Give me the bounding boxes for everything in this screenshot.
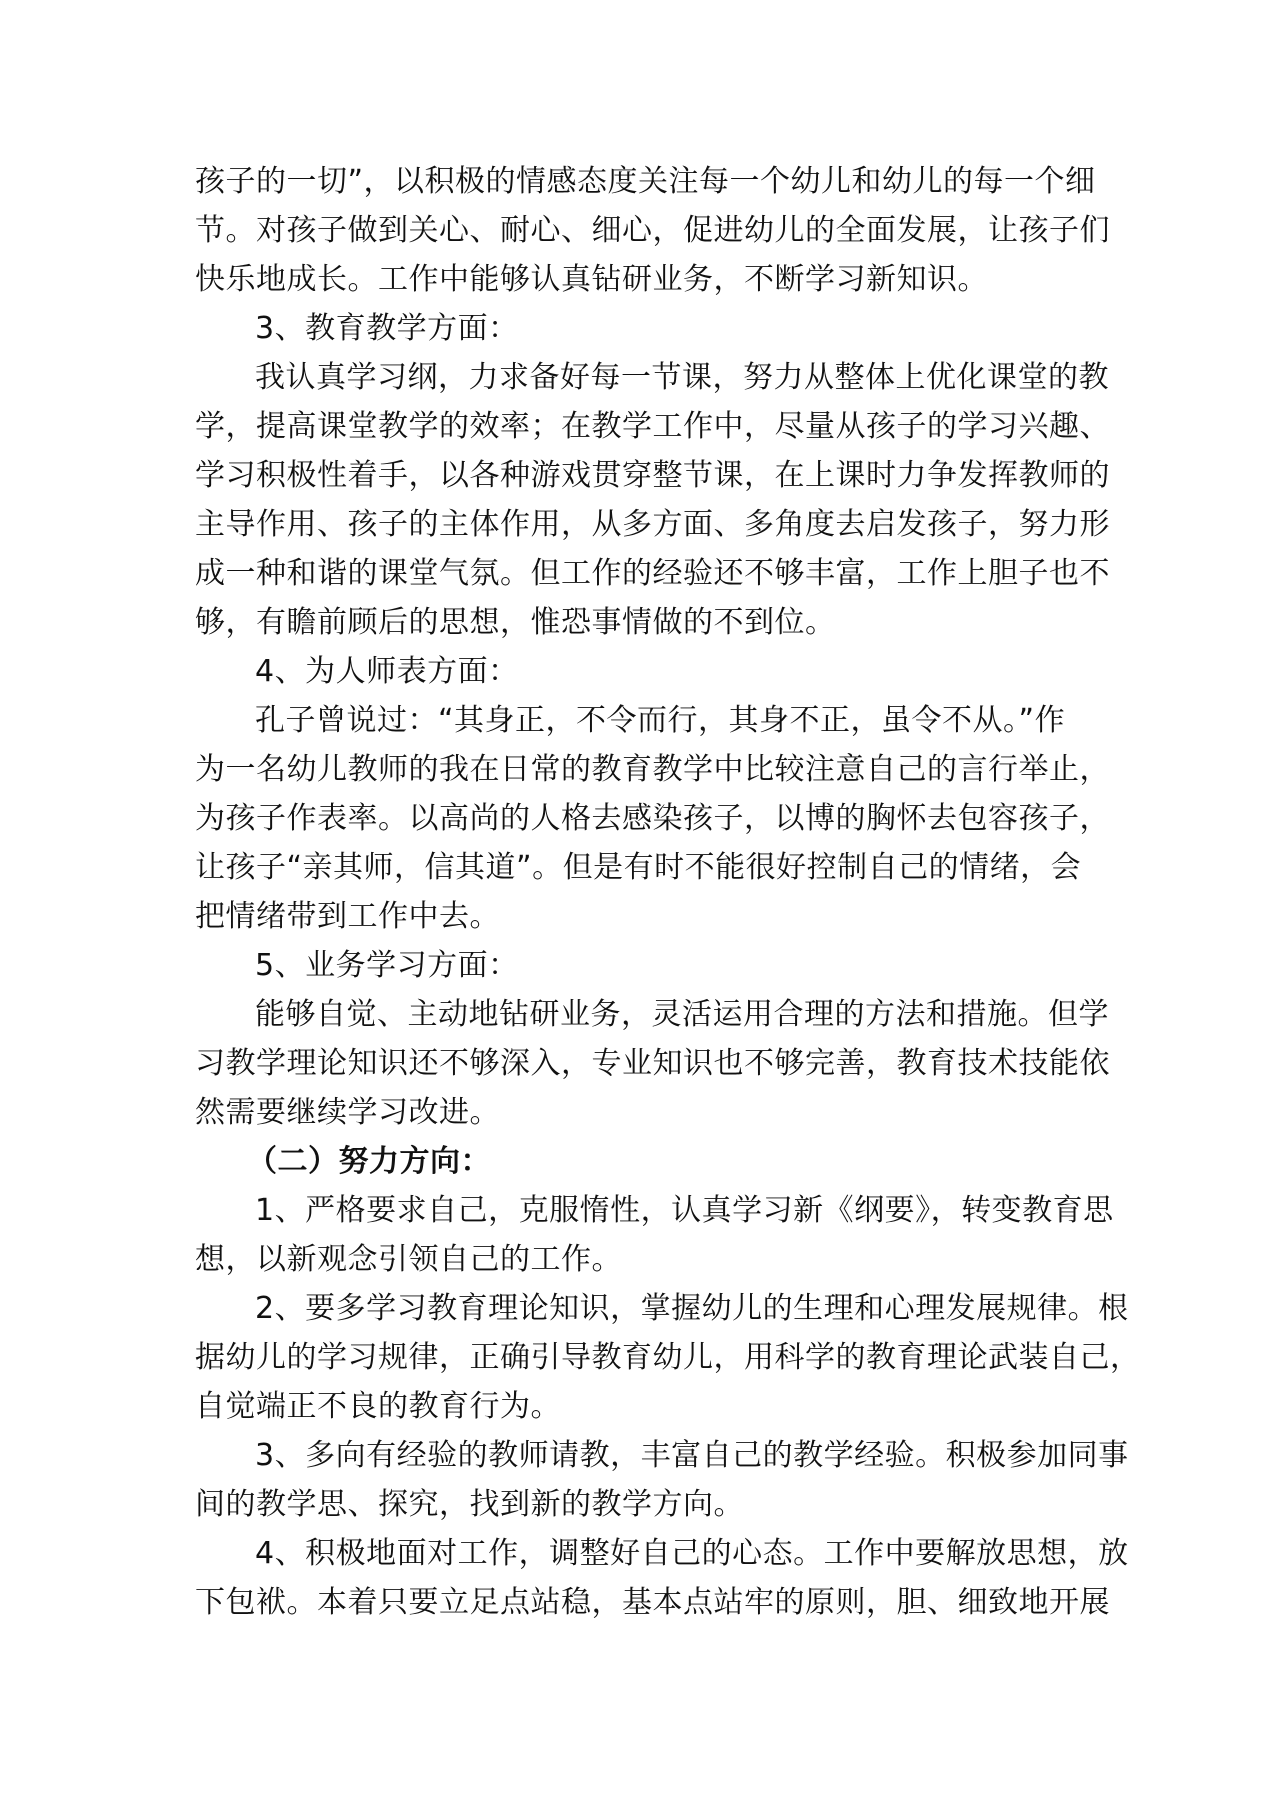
paragraph-line: 我认真学习纲，力求备好每一节课，努力从整体上优化课堂的教 [255, 360, 1109, 395]
paragraph-line: 主导作用、孩子的主体作用，从多方面、多角度去启发孩子，努力形 [195, 507, 1110, 542]
paragraph-line: 把情绪带到工作中去。 [195, 899, 500, 934]
paragraph-line: 学习积极性着手，以各种游戏贯穿整节课，在上课时力争发挥教师的 [195, 458, 1110, 493]
section-heading-study: 5、业务学习方面： [255, 948, 519, 983]
paragraph-line: 想，以新观念引领自己的工作。 [195, 1242, 622, 1277]
paragraph-line: 2、要多学习教育理论知识，掌握幼儿的生理和心理发展规律。根 [255, 1291, 1129, 1326]
section-heading-teaching: 3、教育教学方面： [255, 311, 519, 346]
paragraph-line: 能够自觉、主动地钻研业务，灵活运用合理的方法和措施。但学 [255, 997, 1109, 1032]
paragraph-line: 为一名幼儿教师的我在日常的教育教学中比较注意自己的言行举止， [195, 752, 1110, 787]
section-heading-direction: （二）努力方向： [247, 1144, 491, 1179]
paragraph-line: 间的教学思、探究，找到新的教学方向。 [195, 1487, 744, 1522]
paragraph-line: 据幼儿的学习规律，正确引导教育幼儿，用科学的教育理论武装自己， [195, 1340, 1141, 1375]
paragraph-line: 3、多向有经验的教师请教，丰富自己的教学经验。积极参加同事 [255, 1438, 1129, 1473]
paragraph-line: 孔子曾说过：“其身正，不令而行，其身不正，虽令不从。”作 [255, 703, 1066, 738]
paragraph-line: 4、积极地面对工作，调整好自己的心态。工作中要解放思想，放 [255, 1536, 1129, 1571]
paragraph-line: 习教学理论知识还不够深入，专业知识也不够完善，教育技术技能依 [195, 1046, 1110, 1081]
paragraph-line: 够，有瞻前顾后的思想，惟恐事情做的不到位。 [195, 605, 836, 640]
document-page [195, 157, 1141, 1627]
paragraph-line: 让孩子“亲其师，信其道”。但是有时不能很好控制自己的情绪，会 [195, 850, 1082, 885]
paragraph-line: 然需要继续学习改进。 [195, 1095, 500, 1130]
section-heading-role-model: 4、为人师表方面： [255, 654, 519, 689]
paragraph-line: 快乐地成长。工作中能够认真钻研业务，不断学习新知识。 [195, 262, 988, 297]
paragraph-line: 1、严格要求自己，克服惰性，认真学习新《纲要》，转变教育思 [255, 1193, 1114, 1228]
paragraph-line: 节。对孩子做到关心、耐心、细心，促进幼儿的全面发展，让孩子们 [195, 213, 1110, 248]
paragraph-line: 成一种和谐的课堂气氛。但工作的经验还不够丰富，工作上胆子也不 [195, 556, 1110, 591]
paragraph-line: 下包袱。本着只要立足点站稳，基本点站牢的原则，胆、细致地开展 [195, 1585, 1110, 1620]
paragraph-line: 学，提高课堂教学的效率；在教学工作中，尽量从孩子的学习兴趣、 [195, 409, 1110, 444]
paragraph-line: 孩子的一切”，以积极的情感态度关注每一个幼儿和幼儿的每一个细 [195, 164, 1096, 199]
paragraph-line: 自觉端正不良的教育行为。 [195, 1389, 561, 1424]
paragraph-line: 为孩子作表率。以高尚的人格去感染孩子，以博的胸怀去包容孩子， [195, 801, 1110, 836]
